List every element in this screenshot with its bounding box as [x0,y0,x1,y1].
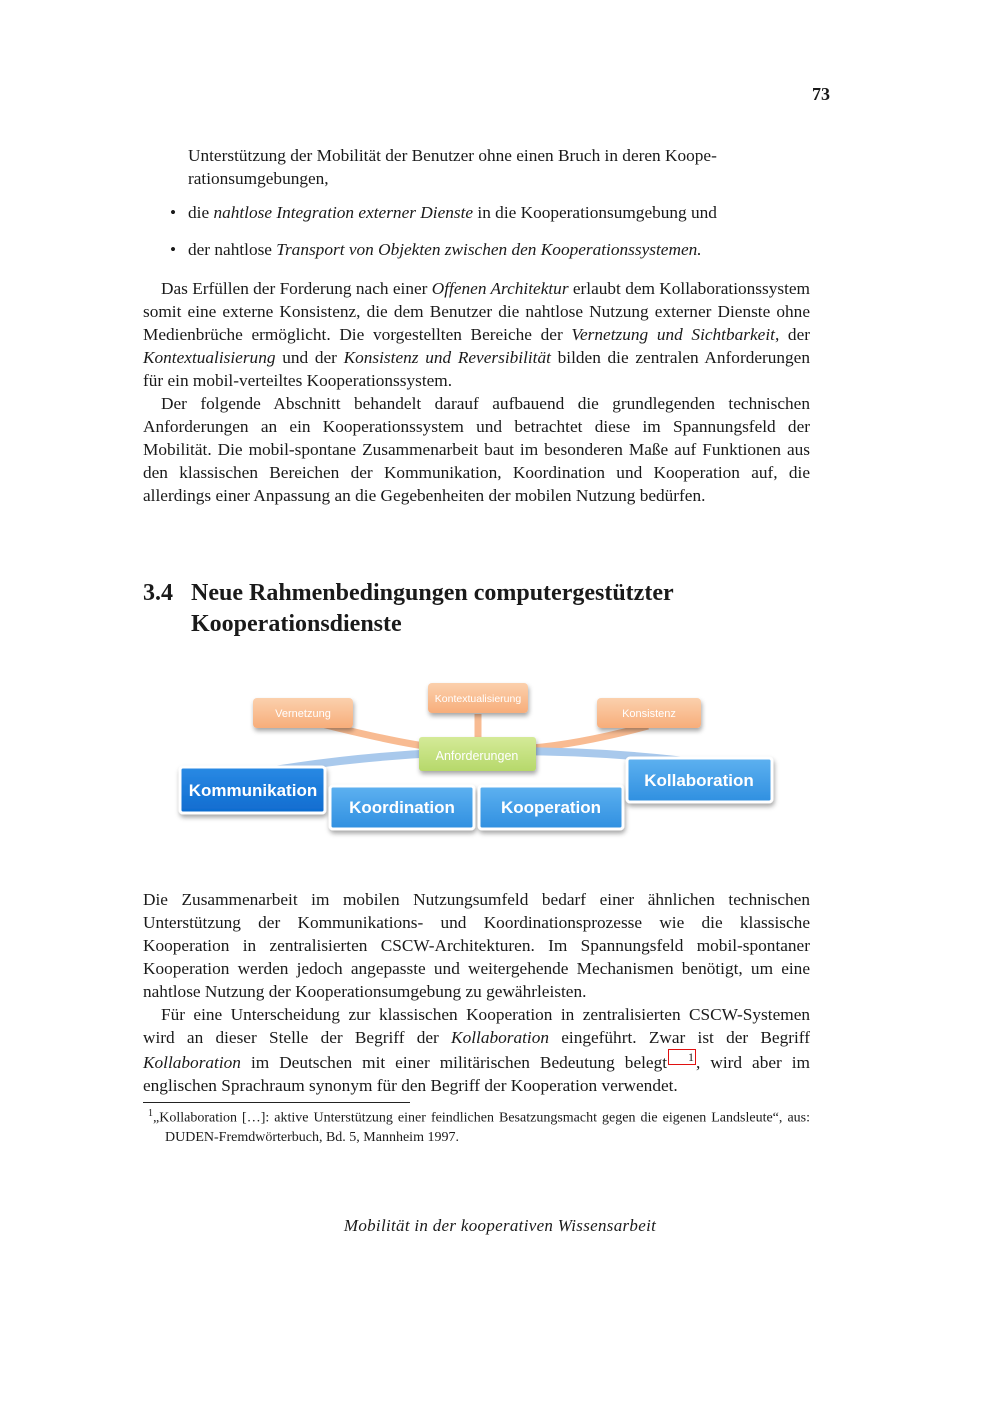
bullet-item [188,240,702,260]
paragraph [143,1003,810,1097]
box-koordination [330,786,474,829]
text: im Deutschen mit einer militärischen Bedeutung belegt [240,1052,668,1072]
text: , wird aber im englischen Sprachraum synonym für den Begriff der Kooperation verwendet. [143,1052,811,1095]
box-label: Anforderungen [435,749,519,763]
footnote-reference-link[interactable]: 1 [668,1049,696,1065]
box-label: Kollaboration [644,771,754,790]
box-kommunikation [180,767,325,813]
footnote-mark: 1 [148,1108,153,1119]
requirements-diagram [170,676,790,846]
bullet-item [188,203,717,223]
text: , der [774,325,810,344]
emphasis: Vernetzung und Sichtbarkeit [571,325,775,344]
body-paragraphs-top [143,277,810,507]
paragraph [143,277,810,392]
box-label: Koordination [349,798,455,817]
box-kooperation [479,786,623,829]
section-number: 3.4 [143,580,173,606]
connector-konsistenz [532,726,648,748]
emphasis: Konsistenz und Reversibilität [343,348,551,367]
emphasis: Offenen Architektur [431,279,569,298]
page-number: 73 [812,84,830,104]
bullet-emphasis: nahtlose Integration externer Dienste [213,203,474,222]
text: Das Erfüllen der Forderung nach einer [161,279,432,298]
text: eingeführt. Zwar ist der Begriff [549,1028,810,1047]
paragraph: Die Zusammenarbeit im mobilen Nutzungsumfeld bedarf einer ähnlichen technischen Unterstützung der Kommunikations- und Koordinationsprozesse wie die klassische Kooperation in zentralisierten CSCW-Architekturen. Im Spannungsfeld mobil-spontaner Kooperation werden jedoch angepasste und weitergehende Mechanismen benötigt, um eine nahtlose Nutzung der Kooperationsumgebung zu gewährleisten. [143,890,810,1001]
running-footer: Mobilität in der kooperativen Wissensarbeit [343,1216,657,1235]
text: erlaubt dem Kollaborationssystem somit eine externe Konsistenz, die dem Benutzer die nahtlose Nutzung externer Dienste ohne Medienbrüche ermöglicht. Die vorgestellten Bereiche der [143,279,811,344]
box-konsistenz [597,698,701,728]
box-label: Kooperation [500,798,602,817]
box-kollaboration [627,758,772,802]
bullet-text: der nahtlose [188,240,277,259]
bullet-text: in die Kooperationsumgebung und [473,203,717,222]
section-title: Neue Rahmenbedingungen computergestützter Kooperationsdienste [191,580,674,637]
box-label: Konsistenz [622,708,676,720]
box-vernetzung [253,698,353,728]
box-kontextualisierung [428,683,528,713]
continued-line-2: rationsumgebungen, [188,169,329,188]
footnote-text: „Kollaboration […]: aktive Unterstützung einer feindlichen Besatzungsmacht gegen die eigenen Landsleute“, aus: DUDEN-Fremdwörterbuch, Bd. 5, Mannheim 1997. [153,1110,810,1145]
continued-line-1: Unterstützung der Mobilität der Benutzer ohne einen Bruch in deren Koope- [188,146,717,165]
continued-list-item [188,144,810,190]
footnote-rule [143,1102,410,1103]
bullet-marker: • [170,240,177,259]
emphasis: Kollaboration [143,1052,241,1072]
text: Für eine Unterscheidung zur klassischen Kooperation in zentralisierten CSCW-Systemen wird an dieser Stelle der Begriff der [143,1005,810,1047]
emphasis: Kontextualisierung [143,348,276,367]
footnote [148,1104,810,1147]
body-paragraphs-bottom [143,888,810,1097]
paragraph: Der folgende Abschnitt behandelt darauf aufbauend die grundlegenden technischen Anforderungen an ein Kooperationssystem und betrachtet diese im Spannungsfeld der Mobilität. Die mobil-spontane Zusammenarbeit baut im besonderen Maße auf Funktionen aus den klassischen Bereichen der Kommunikation, Koordination und Kooperation auf, die allerdings einer Anpassung an die Gegebenheiten der mobilen Nutzung bedürfen. [143,394,810,505]
bullet-text: die [188,203,214,222]
box-label: Kommunikation [188,781,318,800]
text: und der [275,348,344,367]
emphasis: Kollaboration [451,1028,549,1047]
box-anforderungen [419,737,536,771]
text: bilden die zentralen Anforderungen für ein mobil-verteiltes Kooperationssystem. [143,348,810,390]
bullet-emphasis: Transport von Objekten zwischen den Kooperationssystemen. [276,240,702,259]
box-label: Kontextualisierung [434,693,522,705]
bullet-marker: • [170,203,177,222]
box-label: Vernetzung [275,708,331,720]
